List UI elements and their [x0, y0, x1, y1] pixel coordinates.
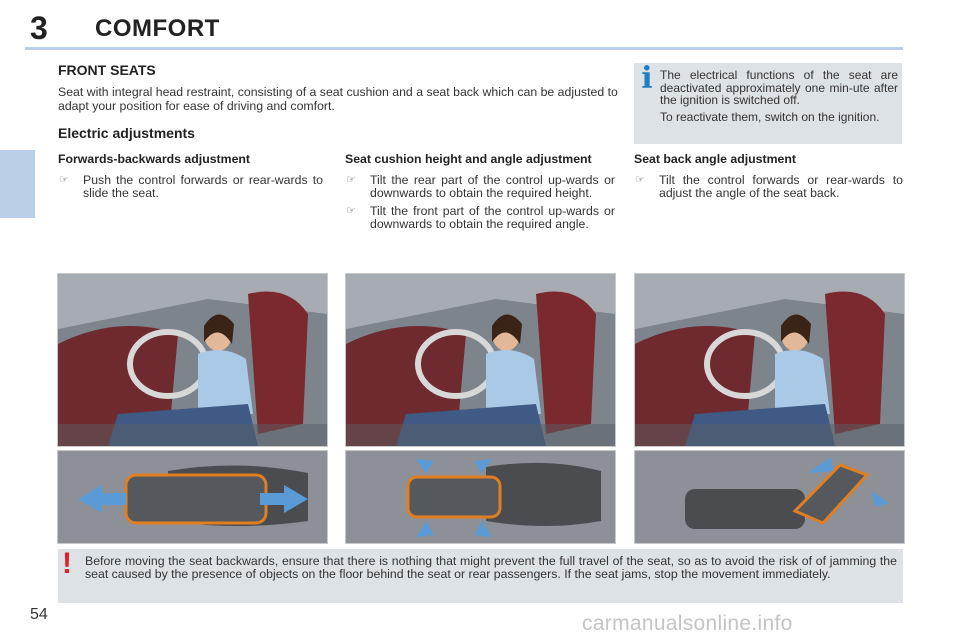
info-paragraph-2: To reactivate them, switch on the ignition. — [660, 109, 880, 124]
section-subtitle: Electric adjustments — [58, 125, 195, 141]
driver-seat-illustration — [346, 274, 615, 446]
driver-seat-photo-3 — [634, 273, 905, 447]
pointing-hand-icon: ☞ — [346, 174, 356, 186]
pointing-hand-icon: ☞ — [346, 205, 356, 217]
info-icon: i — [641, 61, 653, 96]
driver-seat-photo-2 — [345, 273, 616, 447]
step-text: Tilt the rear part of the control up-wards or downwards to obtain the required height. — [370, 173, 615, 200]
column-cushion-height-angle — [345, 153, 615, 236]
control-closeup-cushion — [345, 450, 616, 544]
info-paragraph-1: The electrical functions of the seat are deactivated approximately one min-ute after the ignition is switched off. — [660, 68, 898, 107]
step-text: Push the control forwards or rear-wards to slide the seat. — [83, 173, 323, 200]
control-closeup-seatback — [634, 450, 905, 544]
column-forwards-backwards — [58, 153, 323, 205]
column-seat-back-angle — [634, 153, 903, 205]
seat-control-slide-diagram — [58, 451, 327, 543]
chapter-title: COMFORT — [95, 15, 220, 42]
column-heading: Seat back angle adjustment — [634, 152, 796, 166]
step-item — [634, 174, 903, 200]
section-title: FRONT SEATS — [58, 62, 156, 78]
warning-text: Before moving the seat backwards, ensure that there is nothing that might prevent the full travel of the seat, so as to avoid the risk of of jamming the seat caused by the presence of objects on the floor behind the seat or rear passengers. If the seat jams, stop the movement immediately. — [85, 554, 897, 581]
step-text: Tilt the control forwards or rear-wards to adjust the angle of the seat back. — [659, 173, 903, 200]
step-item — [345, 205, 615, 231]
driver-seat-illustration — [635, 274, 904, 446]
driver-seat-photo-1 — [57, 273, 328, 447]
info-text — [660, 69, 898, 127]
driver-seat-illustration — [58, 274, 327, 446]
exclamation-icon: ! — [62, 547, 72, 580]
step-text: Tilt the front part of the control up-wards or downwards to obtain the required angle. — [370, 204, 615, 231]
chapter-side-tab — [0, 150, 35, 218]
control-closeup-slide — [57, 450, 328, 544]
pointing-hand-icon: ☞ — [59, 174, 69, 186]
section-intro: Seat with integral head restraint, consisting of a seat cushion and a seat back which can be adjusted to adapt your position for ease of driving and comfort. — [58, 85, 618, 113]
watermark: carmanualsonline.info — [582, 612, 793, 635]
seat-control-seatback-diagram — [635, 451, 904, 543]
column-heading: Seat cushion height and angle adjustment — [345, 152, 592, 166]
page-number: 54 — [30, 606, 48, 623]
step-item — [345, 174, 615, 200]
header-rule — [25, 47, 903, 50]
step-item — [58, 174, 323, 200]
chapter-number: 3 — [30, 10, 48, 46]
seat-control-cushion-diagram — [346, 451, 615, 543]
column-heading: Forwards-backwards adjustment — [58, 152, 251, 166]
pointing-hand-icon: ☞ — [635, 174, 645, 186]
